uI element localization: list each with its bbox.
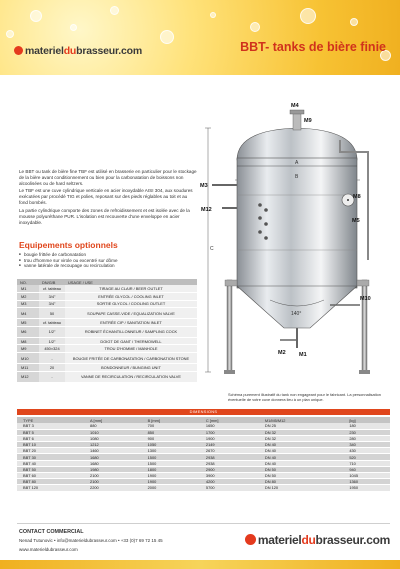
dimension-cell: 2100 [84,473,142,479]
dimension-cell: BBT 10 [17,442,84,448]
dimension-cell: 230 [343,429,390,435]
dimension-cell: BBT 120 [17,485,84,491]
dim-col-c: C [mm] [200,417,259,423]
dimension-cell: 850 [142,429,200,435]
col-header-dn: DN/G/B [39,279,65,285]
dimension-cell: 1300 [142,448,200,454]
dimension-cell: 1950 [343,485,390,491]
tank-diagram [200,100,390,390]
connection-dn: 50 [39,308,65,319]
connection-no: M8 [17,337,39,345]
connections-table [17,279,197,383]
dimension-cell: 1900 [142,473,200,479]
bottle-cap-icon [245,534,256,545]
leg-bracket [357,280,369,286]
dim-col-weight: [kg] [343,417,390,423]
diagram-caption: Schéma purement illustratif du tank non engageant pour le fabricant. La personnalisation éventuelle de votre cuve donnera lieu à un plan unique. [228,392,381,402]
dimension-cell: 1700 [200,429,259,435]
connection-use: ENTRÉE GLYCOL / COOLING INLET [65,293,197,301]
dimension-cell: 1500 [142,460,200,466]
connection-row [17,300,197,308]
dimension-cell: 2149 [200,442,259,448]
intro-paragraph-3: La partie cylindrique comporte des zones de refroidissement et est isolée avec de la mousse polyuréthane PUR. L'isolation est recouverte d'une enveloppe en acier inoxydable. [19,207,190,225]
dimension-cell: 2670 [200,448,259,454]
dimension-cell: 5700 [200,485,259,491]
dimensions-heading: DIMENSIONS [17,409,390,415]
connection-row [17,371,197,382]
dimension-cell: DN 80 [259,479,343,485]
dimension-cell: DN 50 [259,466,343,472]
connection-dn: - [39,353,65,364]
connection-dn: 20 [39,364,65,372]
dimension-cell: DN 40 [259,454,343,460]
bubble-decoration [70,24,77,31]
connection-no: M12 [17,371,39,382]
dimension-cell: 1500 [142,454,200,460]
label-m4: M4 [291,103,299,109]
dimensions-body [17,423,390,491]
connection-use: BOUGIE FRITÉE DE CARBONATATION / CARBONATION STONE [65,353,197,364]
connection-row [17,285,197,293]
dimension-cell: BBT 40 [17,460,84,466]
leg-foot [359,370,370,374]
connection-use: SORTIE GLYCOL / COOLING OUTLET [65,300,197,308]
tank-leg [227,280,232,372]
footer-bar [0,560,400,569]
col-header-no: NO. [17,279,39,285]
dimension-cell: DN 32 [259,435,343,441]
connection-row [17,345,197,353]
equipment-list [19,252,199,269]
dimension-cell: 1650 [200,423,259,429]
dimension-cell: 1010 [84,429,142,435]
footer-logo[interactable] [245,533,390,547]
leg-bracket [225,280,237,286]
connection-no: M3 [17,300,39,308]
connection-no: M5 [17,319,39,327]
label-angle: 140° [291,311,302,317]
logo-text-brasseur: brasseur.com [315,533,390,547]
label-m5: M5 [352,218,360,224]
bottle-cap-icon [14,46,23,55]
connection-row [17,308,197,319]
connection-no: M1 [17,285,39,293]
connection-dn: 3/4" [39,300,65,308]
intro-paragraph-1: Le BBT ou tank de bière fine TBF est utilisé en brasserie en particulier pour le stockage de la bière avant conditionnement ou bien pour la carbonatation de boissons non alcoolisées ou de hard seltzers. [19,169,197,186]
bubble-decoration [300,8,316,24]
dimension-cell: 2938 [200,454,259,460]
bubble-decoration [6,30,14,38]
connection-row [17,293,197,301]
connection-no: M4 [17,308,39,319]
connection-dn: - [39,371,65,382]
dimension-cell: BBT 80 [17,479,84,485]
logo-text-du: du [63,45,77,57]
connection-row [17,353,197,364]
dimension-cell: BBT 30 [17,454,84,460]
dimension-cell: 4200 [200,479,259,485]
connection-use: SOUPAPE CASSE-VIDE / EQUALIZATION VALVE [65,308,197,319]
col-header-use: USAGE / USE [65,279,197,285]
bubble-decoration [30,10,42,22]
connection-use: TROU D'HOMME / MANHOLE [65,345,197,353]
connection-row [17,364,197,372]
gauge-needle [347,199,349,201]
equipment-item: ■ bougie frittée de carbonatation [19,252,199,258]
logo-text-materiel: materiel [257,533,302,547]
dimension-cell: 700 [142,423,200,429]
label-b: B [295,174,299,180]
dimension-cell: BBT 5 [17,429,84,435]
dimension-cell: 2900 [200,466,259,472]
logo-text-materiel: materiel [25,45,64,57]
dimension-cell: BBT 50 [17,466,84,472]
label-m8: M8 [353,194,361,200]
dimension-cell: 1900 [200,435,259,441]
dim-col-type: TYPE [17,417,84,423]
dimension-cell: 2100 [84,479,142,485]
dimension-cell: 900 [142,435,200,441]
dimension-cell: BBT 6 [17,435,84,441]
connection-use: VANNE DE RECIRCULATION / RECIRCULATION VALVE [65,371,197,382]
label-m10: M10 [360,296,371,302]
logo-text-brasseur: brasseur.com [76,45,143,57]
dimension-cell: 1080 [84,435,142,441]
label-m1: M1 [299,352,307,358]
connections-body [17,285,197,382]
dimension-cell: 1460 [84,448,142,454]
label-c: C [210,246,214,252]
dimension-cell: 3900 [200,473,259,479]
dimension-cell: DN 120 [259,485,343,491]
label-m2: M2 [278,350,286,356]
header-banner [0,0,400,75]
label-a: A [295,160,299,166]
dimension-cell: 1680 [84,454,142,460]
dim-col-ports: M1/M5/M12 [259,417,343,423]
dimension-cell: 2000 [142,485,200,491]
dim-col-a: A [mm] [84,417,142,423]
footer-divider [17,523,390,524]
dimension-cell: 340 [343,442,390,448]
equipment-item: ■ vanne latérale de recoupage ou recirculation [19,263,199,269]
page-title: BBT- tanks de bière finie [240,40,386,54]
dimension-row [17,485,390,491]
dimension-cell: 1800 [142,466,200,472]
connection-use: ENTRÉE CIP / SANITATION INLET [65,319,197,327]
connection-dn: 450×324 [39,345,65,353]
connection-dn: 1/2" [39,326,65,337]
connection-no: M2 [17,293,39,301]
label-m12: M12 [201,207,212,213]
contact-details[interactable]: Nenad Tutunovic • info@materieldubrasseur.com • +33 (0)7 69 72 15 45 [19,538,163,543]
dimension-cell: BBT 60 [17,473,84,479]
dimension-cell: DN 40 [259,460,343,466]
dimension-cell: BBT 3 [17,423,84,429]
dimension-cell: 1050 [142,442,200,448]
bubble-decoration [210,12,216,18]
dimension-cell: 280 [343,435,390,441]
dimension-cell: 1212 [84,442,142,448]
intro-paragraph-2: Le TBF est une cuve cylindrique verticale en acier inoxydable AISI 304, aux soudures exécutées par procédé TIG et polies, reposant sur des pieds réglables au toit et au fond bombés. [19,188,193,206]
website-link[interactable]: www.materieldubrasseur.com [19,547,78,552]
dimensions-table [17,417,390,492]
bubble-decoration [250,22,260,32]
m4-valve-fitting [293,112,301,130]
bubble-decoration [160,30,174,44]
connection-no: M9 [17,345,39,353]
connection-dn: 3/4" [39,293,65,301]
dimension-cell: 710 [343,460,390,466]
connection-row [17,319,197,327]
tank-leg [362,280,367,372]
connection-no: M10 [17,353,39,364]
dimension-cell: DN 40 [259,442,343,448]
dimension-cell: DN 40 [259,448,343,454]
dimension-cell: 880 [84,423,142,429]
contact-title: CONTACT COMMERCIAL [19,529,84,535]
connection-use: ROBINET ÉCHANTILLONNEUR / SAMPLING COCK [65,326,197,337]
connection-row [17,326,197,337]
dimension-cell: 1360 [343,479,390,485]
dimension-cell: DN 32 [259,429,343,435]
equipment-item: ■ trou d'homme sur virole ou excentré sur dôme [19,258,199,264]
tank-cone [237,286,357,328]
label-m9: M9 [304,118,312,124]
connection-no: M6 [17,326,39,337]
connection-dn: cf. tableau [39,285,65,293]
dimension-cell: 1045 [343,473,390,479]
dim-col-b: B [mm] [142,417,200,423]
connection-use: DOIGT DE GANT / THERMOWELL [65,337,197,345]
dimension-cell: 180 [343,423,390,429]
dimension-cell: 2200 [84,485,142,491]
bubble-decoration [110,6,119,15]
dimension-cell: 1980 [84,466,142,472]
connection-dn: cf. tableau [39,319,65,327]
leg-foot [224,370,235,374]
equipment-heading: Equipements optionnels [19,240,118,250]
dimension-cell: 940 [343,466,390,472]
dimension-cell: DN 25 [259,423,343,429]
connection-dn: 1/2" [39,337,65,345]
connection-use: TIRAGE AU CLAIR / BEER OUTLET [65,285,197,293]
intro-text [19,169,197,227]
connection-row [17,337,197,345]
dimension-cell: 520 [343,454,390,460]
dimension-cell: 1900 [142,479,200,485]
connection-no: M11 [17,364,39,372]
dimension-cell: 430 [343,448,390,454]
label-m3: M3 [200,183,208,189]
brand-logo[interactable] [14,45,142,57]
logo-text-du: du [301,533,316,547]
bubble-decoration [350,18,358,26]
m4-valve-cap [290,110,304,114]
connection-use: BONDONNEUR / BUNGING UNIT [65,364,197,372]
dimension-cell: BBT 20 [17,448,84,454]
dimension-cell: 1680 [84,460,142,466]
dimension-cell: DN 50 [259,473,343,479]
dimension-cell: 2938 [200,460,259,466]
